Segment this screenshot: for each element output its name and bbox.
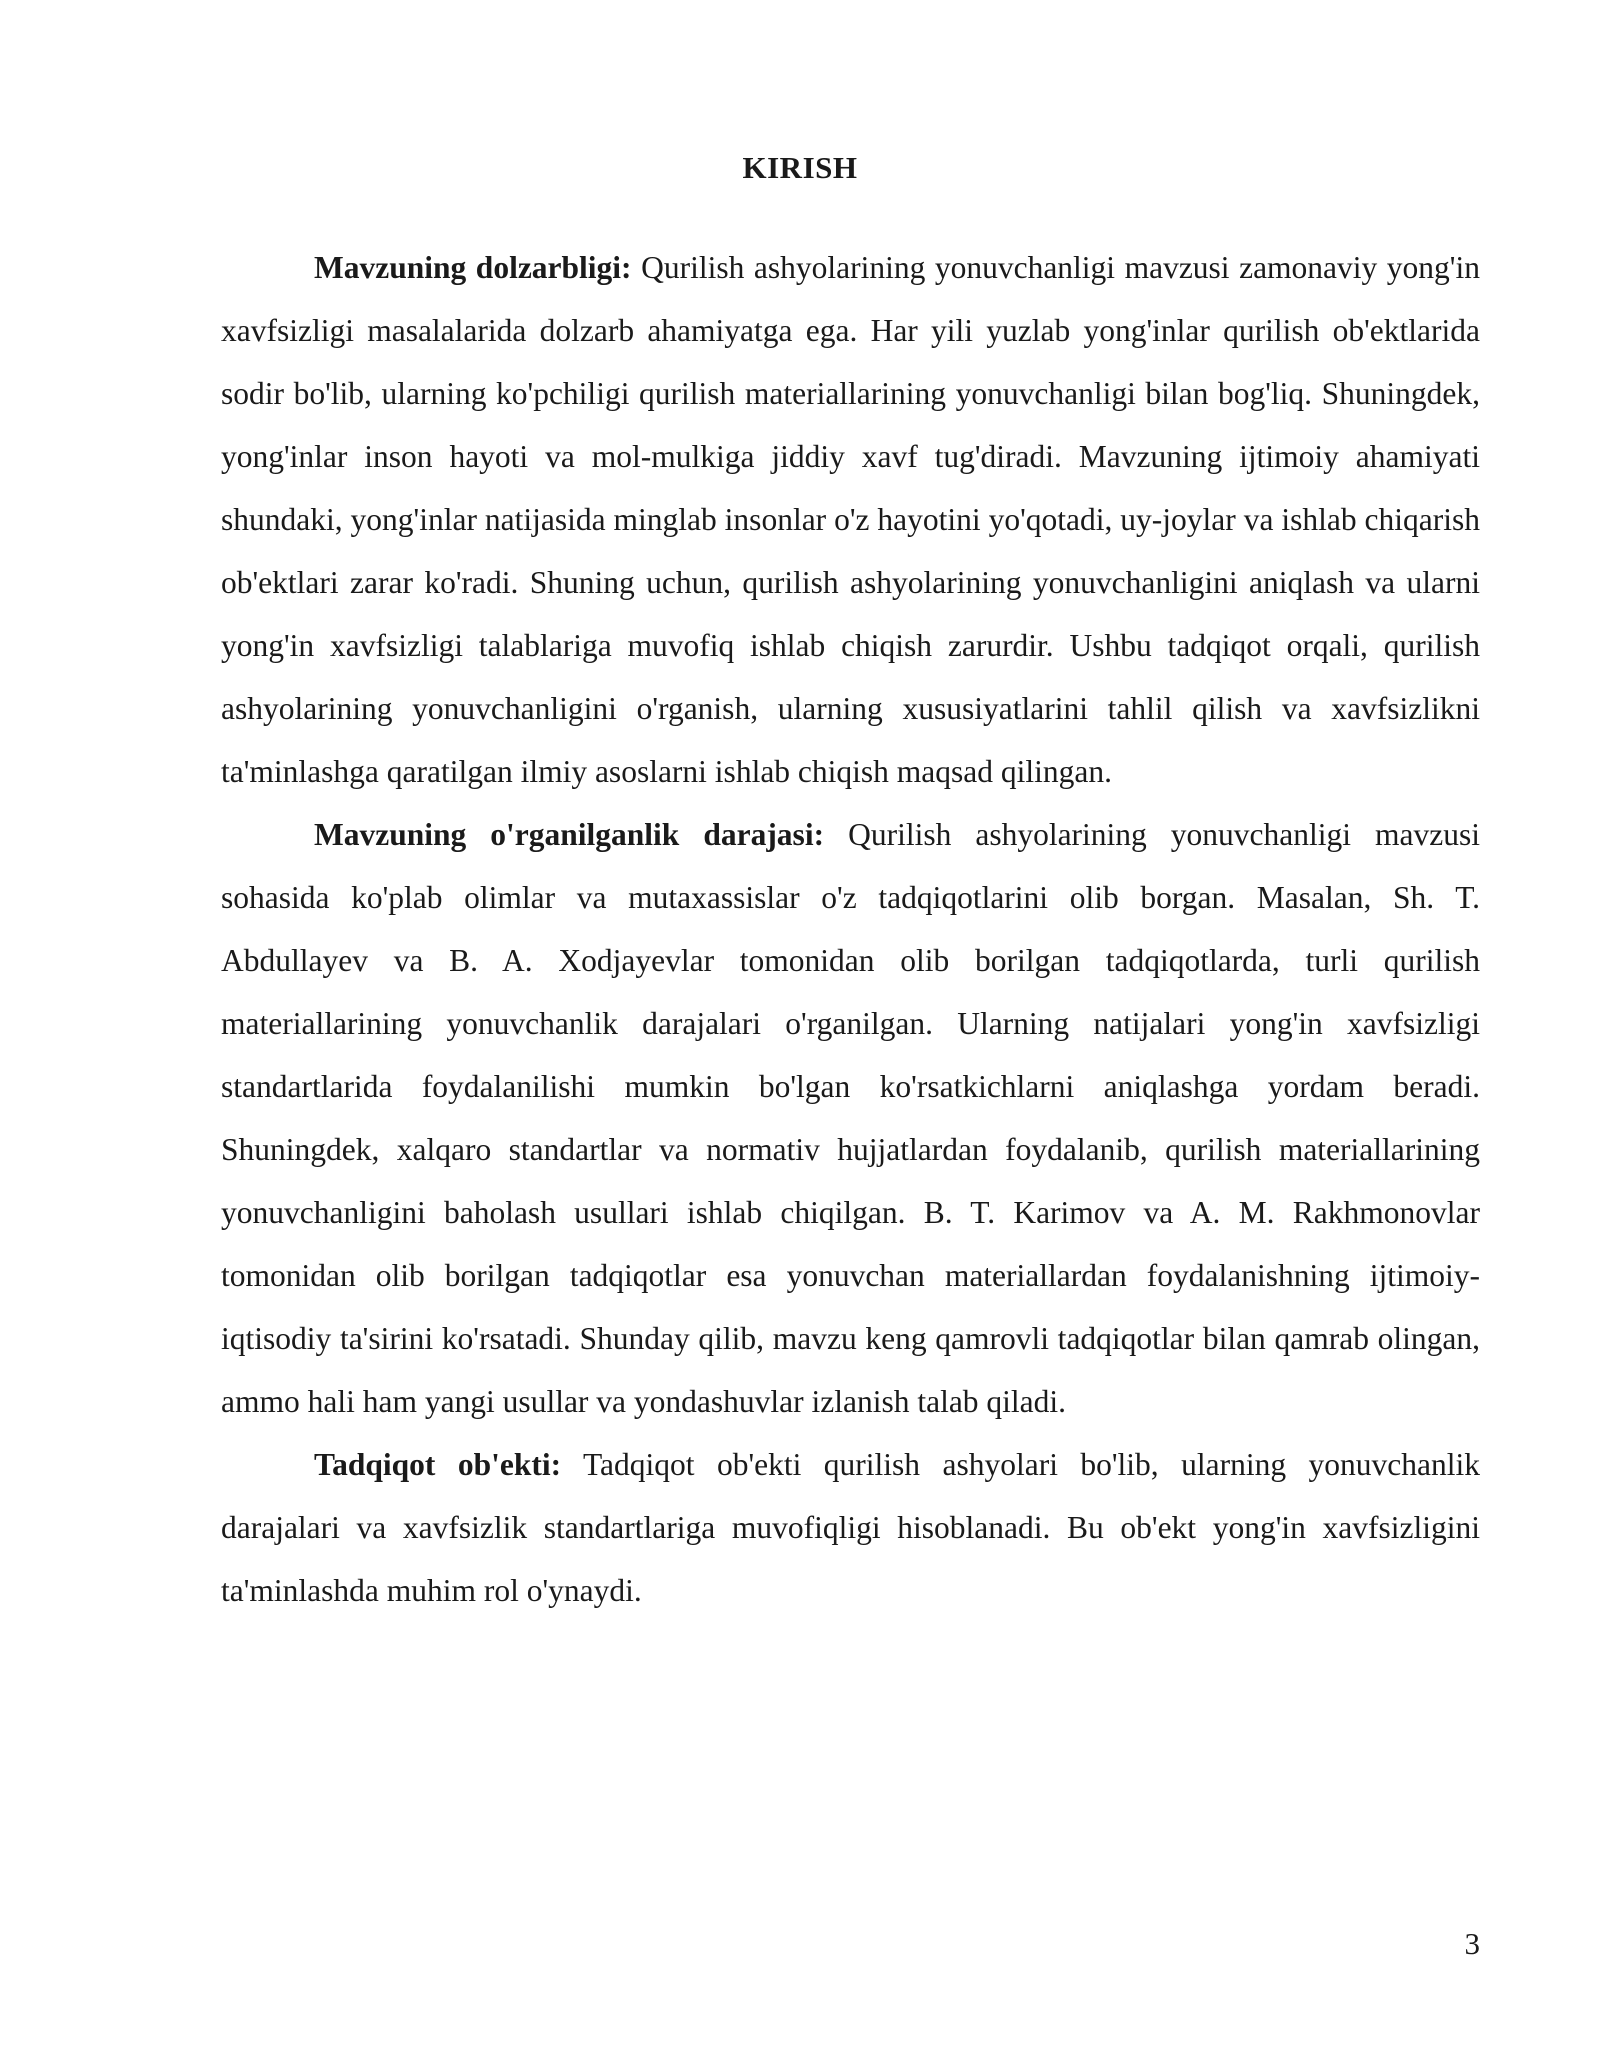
paragraph-lead: Mavzuning o'rganilganlik darajasi: [314, 817, 825, 852]
paragraph-text: Qurilish ashyolarining yonuvchanligi mavzusi zamonaviy yong'in xavfsizligi masalalarida dolzarb ahamiyatga ega. Har yili yuzlab yong'inlar qurilish ob'ektlarida sodir bo'lib, ularning ko'pchiligi qurilish materiallarining yonuvchanligi bilan bog'liq. Shuningdek, yong'inlar inson hayoti va mol-mulkiga jiddiy xavf tug'diradi. Mavzuning ijtimoiy ahamiyati shundaki, yong'inlar natijasida minglab insonlar o'z hayotini yo'qotadi, uy-joylar va ishlab chiqarish ob'ektlari zarar ko'radi. Shuning uchun, qurilish ashyolarining yonuvchanligini aniqlash va ularni yong'in xavfsizligi talablariga muvofiq ishlab chiqish zarurdir. Ushbu tadqiqot orqali, qurilish ashyolarining yonuvchanligini o'rganish, ularning xususiyatlarini tahlil qilish va xavfsizlikni ta'minlashga qaratilgan ilmiy asoslarni ishlab chiqish maqsad qilingan. [221, 250, 1480, 789]
paragraph-lead: Tadqiqot ob'ekti: [314, 1447, 562, 1482]
paragraph-text: Tadqiqot ob'ekti qurilish ashyolari bo'lib, ularning yonuvchanlik darajalari va xavfsizlik standartlariga muvofiqligi hisoblanadi. Bu ob'ekt yong'in xavfsizligini ta'minlashda muhim rol o'ynaydi. [221, 1447, 1480, 1608]
body-text [221, 236, 1480, 1622]
paragraph-research-object [221, 1433, 1480, 1622]
paragraph-study-level [221, 803, 1480, 1433]
paragraph-text: Qurilish ashyolarining yonuvchanligi mavzusi sohasida ko'plab olimlar va mutaxassislar o'z tadqiqotlarini olib borgan. Masalan, Sh. T. Abdullayev va B. A. Xodjayevlar tomonidan olib borilgan tadqiqotlarda, turli qurilish materiallarining yonuvchanlik darajalari o'rganilgan. Ularning natijalari yong'in xavfsizligi standartlarida foydalanilishi mumkin bo'lgan ko'rsatkichlarni aniqlashga yordam beradi. Shuningdek, xalqaro standartlar va normativ hujjatlardan foydalanib, qurilish materiallarining yonuvchanligini baholash usullari ishlab chiqilgan. B. T. Karimov va A. M. Rakhmonovlar tomonidan olib borilgan tadqiqotlar esa yonuvchan materiallardan foydalanishning ijtimoiy-iqtisodiy ta'sirini ko'rsatadi. Shunday qilib, mavzu keng qamrovli tadqiqotlar bilan qamrab olingan, ammo hali ham yangi usullar va yondashuvlar izlanish talab qiladi. [221, 817, 1480, 1419]
section-heading: KIRISH [742, 150, 858, 185]
page-number: 3 [1464, 1926, 1480, 1961]
paragraph-lead: Mavzuning dolzarbligi: [314, 250, 632, 285]
paragraph-relevance [221, 236, 1480, 803]
